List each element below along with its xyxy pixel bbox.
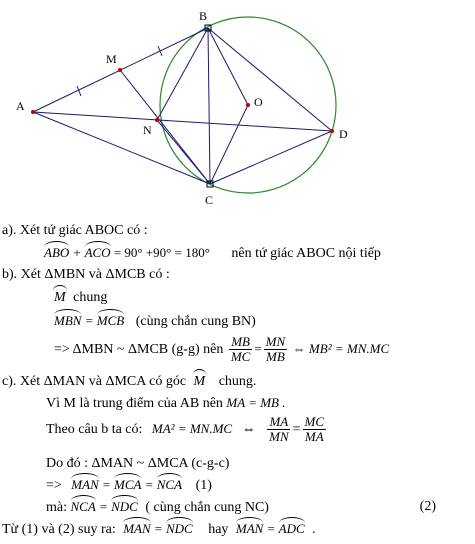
part-c-do-do: Do đó : ΔMAN ~ ΔMCA (c-g-c) bbox=[46, 456, 230, 471]
point-o bbox=[246, 103, 250, 107]
angle-nca-2: NCA bbox=[70, 499, 96, 514]
segment-cd bbox=[210, 131, 332, 184]
part-c-heading: c). Xét ΔMAN và ΔMCA có góc M chung. bbox=[2, 374, 257, 389]
geometry-figure bbox=[0, 0, 475, 215]
angle-ndc-2: NDC bbox=[165, 521, 193, 536]
angle-man-3: MAN bbox=[235, 521, 264, 536]
segment-bc bbox=[208, 28, 210, 184]
part-c-theo: Theo câu b ta có: MA² = MN.MC ⇔ $\frac{MA}{MN}$ = $\frac{MC}{MA}$ bbox=[46, 414, 325, 445]
label-b: B bbox=[199, 9, 208, 23]
label-o: O bbox=[254, 95, 263, 109]
segment-mc bbox=[120, 70, 210, 184]
segment-ac bbox=[33, 112, 210, 184]
angle-ndc: NDC bbox=[111, 499, 138, 514]
part-c-arc-equality: mà: NCA = NDC ( cùng chắn cung NC) (2) bbox=[46, 499, 436, 515]
point-m bbox=[118, 68, 122, 72]
segment-bd bbox=[208, 28, 332, 131]
segment-bo bbox=[208, 28, 248, 105]
angle-man: MAN bbox=[71, 477, 99, 492]
part-b-similarity: => ΔMBN ~ ΔMCB (g-g) nên $\frac{MB}{MC}$ = $\frac{MN}{MB}$ ⇔ MB² = MN.MC bbox=[54, 334, 390, 365]
label-a: A bbox=[16, 99, 25, 113]
part-c-angle-chain: => MAN = MCA = NCA (1) bbox=[46, 477, 212, 493]
segment-nc bbox=[157, 120, 210, 184]
point-a bbox=[31, 110, 35, 114]
angle-mca: MCA bbox=[114, 477, 142, 492]
angle-abo: ABO bbox=[44, 245, 70, 260]
fraction-mn-mb: $\frac{MN}{MB}$ bbox=[265, 334, 286, 365]
angle-m-hat: M bbox=[54, 290, 66, 305]
fraction-mc-ma: $\frac{MC}{MA}$ bbox=[304, 414, 325, 445]
part-b-heading: b). Xét ΔMBN và ΔMCB có : bbox=[2, 267, 170, 282]
part-c-midpoint: Vì M là trung điểm của AB nên MA = MB . bbox=[46, 395, 286, 411]
label-c: C bbox=[205, 193, 214, 207]
fraction-mb-mc: $\frac{MB}{MC}$ bbox=[230, 334, 251, 365]
part-c-final: Từ (1) và (2) suy ra: MAN = NDC hay MAN = ADC . bbox=[2, 521, 316, 537]
part-b-common-angle: M chung bbox=[54, 290, 108, 305]
segment-ad bbox=[33, 112, 332, 131]
fraction-ma-mn: $\frac{MA}{MN}$ bbox=[269, 414, 289, 445]
segment-oc bbox=[210, 105, 248, 184]
angle-mcb: MCB bbox=[96, 313, 125, 328]
part-b-angle-equality: MBN = MCB (cùng chắn cung BN) bbox=[54, 313, 256, 329]
point-n bbox=[155, 118, 159, 122]
angle-aco: ACO bbox=[84, 245, 111, 260]
part-a-heading: a). Xét tứ giác ABOC có : bbox=[2, 223, 148, 238]
angle-nca: NCA bbox=[156, 477, 183, 492]
label-m: M bbox=[106, 52, 117, 66]
angle-man-2: MAN bbox=[123, 521, 151, 536]
label-d: D bbox=[339, 127, 348, 141]
angle-mbn: MBN bbox=[54, 313, 82, 328]
angle-m-hat-c: M bbox=[193, 374, 206, 389]
segment-bn bbox=[157, 28, 208, 120]
point-d bbox=[330, 129, 334, 133]
tick-mb bbox=[158, 46, 162, 56]
angle-adc: ADC bbox=[278, 521, 305, 536]
part-a-equation: ABO + ACO = 90° +90° = 180° nên tứ giác ABOC nội tiếp bbox=[44, 245, 381, 261]
label-n: N bbox=[143, 123, 152, 137]
